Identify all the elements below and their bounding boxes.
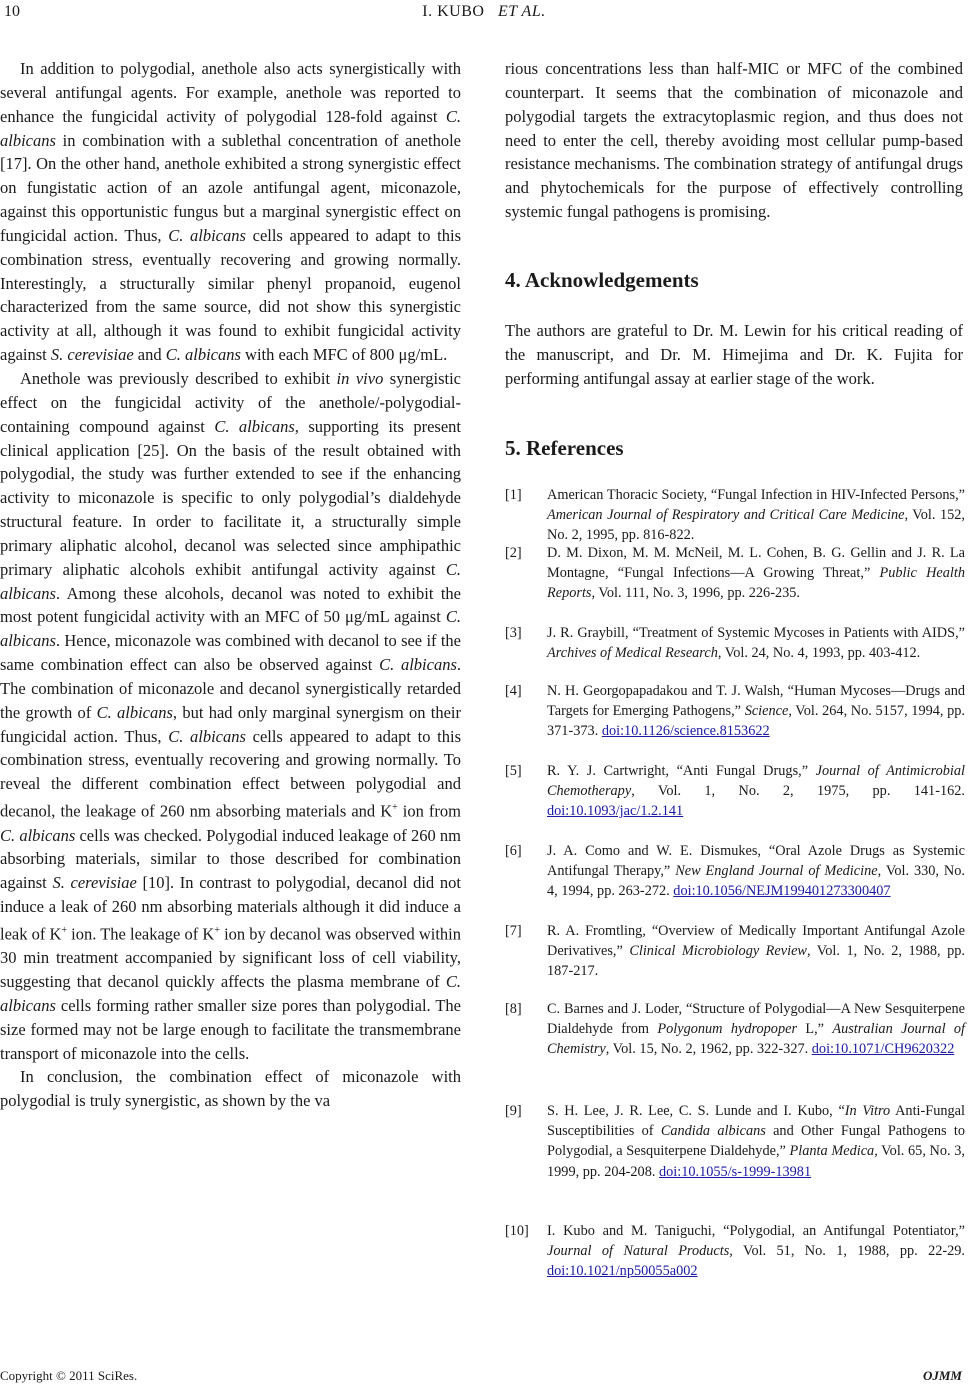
left-column [0, 57, 461, 1113]
reference-item [505, 921, 965, 982]
italic-run: in vivo [336, 368, 384, 388]
italic-run: C. albicans [0, 825, 76, 845]
reference-item [505, 623, 965, 663]
italic-run: C. albicans [96, 702, 173, 722]
text-run: , Vol. 51, No. 1, 1988, pp. 22-29. [729, 1243, 965, 1260]
italic-run: C. albicans [0, 106, 461, 150]
superscript: + [61, 924, 68, 936]
text-run: In addition to polygodial, anethole also acts synergistically with several antifungal agents. For example, anethole was reported to enhance the fungicidal activity of polygodial 128-fold against [0, 59, 461, 126]
text-run: N. H. Georgopapadakou and T. J. Walsh, “Human Mycoses—Drugs and Targets for Emerging Pathogens,” [547, 683, 965, 720]
text-run: I. Kubo and M. Taniguchi, “Polygodial, an Antifungal Potentiator,” [547, 1223, 965, 1239]
italic-run: Clinical Microbiology Review [629, 943, 807, 960]
text-run: and [133, 345, 166, 365]
italic-run: S. cerevisiae [50, 345, 134, 365]
italic-run: American Journal of Respiratory and Critical Care Medicine [547, 507, 905, 524]
italic-run: C. albicans [0, 559, 461, 603]
text-run: [10]. In contrast to polygodial, decanol did not induce a leak of 260 nm absorbing materials although it did induce a leak of K [0, 873, 461, 944]
text-run: R. Y. J. Cartwright, “Anti Fungal Drugs,” [547, 763, 816, 779]
reference-number: [8] [505, 1001, 522, 1017]
reference-item [505, 999, 965, 1060]
acknowledgements-text: The authors are grateful to Dr. M. Lewin for his critical reading of the manuscript, and Dr. M. Himejima and Dr. K. Fujita for performing antifungal assay at earlier stage of the work. [505, 321, 963, 388]
text-run: D. M. Dixon, M. M. McNeil, M. L. Cohen, B. G. Gellin and J. R. La Montagne, “Fungal Infections—A Growing Threat,” [547, 545, 965, 582]
italic-run: Polygonum hydropoper [657, 1021, 798, 1038]
reference-item [505, 681, 965, 742]
text-run: Anethole was previously described to exhibit [20, 368, 337, 388]
right-column [505, 57, 966, 1280]
italic-run: C. albicans [0, 607, 461, 651]
acknowledgements-heading: 4. Acknowledgements [505, 268, 699, 292]
text-run: cells appeared to adapt to this combination stress, eventually recovering and growing normally. To reveal the different combination effect between polygodial and decanol, the leakage of 260 nm absorbing materials and K [0, 726, 462, 821]
text-run: , Vol. 24, No. 4, 1993, pp. 403-412. [717, 645, 921, 662]
footer-copyright: Copyright © 2011 SciRes. [0, 1368, 138, 1383]
italic-run: C. albicans [214, 416, 295, 436]
italic-run: C. albicans [168, 726, 246, 746]
text-run: American Thoracic Society, “Fungal Infection in HIV-Infected Persons,” [547, 487, 965, 503]
text-run: , Vol. 1, No. 2, 1975, pp. 141-162. [631, 783, 965, 800]
text-run: Anti-Fungal Susceptibilities of [547, 1103, 965, 1140]
italic-run: Science [744, 703, 789, 720]
text-run: J. A. Como and W. E. Dismukes, “Oral Azole Drugs as Systemic Antifungal Therapy,” [547, 843, 965, 880]
text-run: ion from [397, 801, 461, 821]
italic-run: S. cerevisiae [52, 873, 137, 893]
text-run: S. H. Lee, J. R. Lee, C. S. Lunde and I. Kubo, “ [547, 1103, 845, 1119]
reference-item [505, 841, 965, 902]
reference-number: [2] [505, 545, 522, 561]
text-run: , but had only marginal synergism on their fungicidal action. Thus, [0, 702, 462, 746]
reference-number: [4] [505, 683, 522, 699]
text-run: cells forming rather smaller size pores than polygodial. The size formed may not be large enough to facilitate the transmembrane transport of miconazole into the cells. [0, 995, 461, 1063]
text-run: ion. The leakage of K [67, 924, 215, 944]
body-paragraph: rious concentrations less than half-MIC or MFC of the combined counterpart. It seems that the combination of miconazole and polygodial targets the extracytoplasmic region, and thus does not need to enter the cell, thereby avoiding most cellular pump-based resistance mechanisms. The combination strategy of antifungal drugs and phytochemicals for the purpose of effectively controlling systemic fungal pathogens is promising. [505, 59, 963, 222]
text-run: in combination with a sublethal concentration of anethole [17]. On the other hand, anethole exhibited a strong synergistic effect on fungistatic action of an azole antifungal agent, miconazole, against this opportunistic fungus but a marginal synergistic effect on fungicidal action. Thus, [0, 130, 461, 245]
reference-number: [7] [505, 923, 522, 939]
italic-run: C. albicans [379, 655, 457, 675]
italic-run: Planta Medica, [789, 1143, 878, 1160]
italic-run: C. albicans [0, 972, 461, 1015]
running-head [0, 3, 968, 21]
reference-item [505, 1101, 965, 1182]
text-run: , Vol. 330, No. 4, 1994, pp. 263-272. [547, 863, 965, 900]
italic-run: Journal of Natural Products [547, 1243, 730, 1260]
body-paragraph [0, 367, 461, 1065]
doi-link[interactable]: doi:10.1056/NEJM199401273300407 [673, 883, 891, 900]
italic-run: C. albicans [165, 345, 241, 365]
doi-link[interactable]: doi:10.1093/jac/1.2.141 [547, 803, 684, 820]
doi-link[interactable]: doi:10.1126/science.8153622 [601, 723, 770, 740]
superscript: + [214, 924, 220, 936]
text-run: , Vol. 264, No. 5157, 1994, pp. 371-373. [547, 703, 965, 740]
text-run: cells appeared to adapt to this combination stress, eventually recovering and growing normally. Interestingly, a structurally similar phenyl propanoid, eugenol characterized from the same source, did not show this synergistic activity at all, although it was found to exhibit fungicidal activity against [0, 225, 462, 365]
italic-run: In Vitro [844, 1103, 891, 1119]
reference-number: [3] [505, 625, 522, 641]
text-run: Vol. 65, No. 3, 1999, pp. 204-208. [547, 1143, 965, 1180]
text-run: , Vol. 1, No. 2, 1988, pp. 187-217. [547, 943, 965, 980]
body-paragraph [0, 57, 461, 367]
reference-item [505, 1221, 965, 1282]
text-run: cells was checked. Polygodial induced leakage of 260 nm absorbing materials, similar to those described for combination against [0, 825, 461, 893]
text-run: . The combination of miconazole and decanol synergistically retarded the growth of [0, 655, 462, 722]
running-head-etal: ET AL. [497, 3, 546, 20]
reference-item [505, 485, 965, 546]
running-head-author: I. KUBO [422, 3, 485, 20]
text-run: J. R. Graybill, “Treatment of Systemic Mycoses in Patients with AIDS,” [547, 625, 965, 641]
reference-number: [9] [505, 1103, 522, 1119]
text-run: ion by decanol was observed within 30 min treatment accompanied by significant loss of cell viability, suggesting that decanol quickly affects the plasma membrane of [0, 924, 461, 992]
footer-journal: OJMM [922, 1368, 962, 1383]
body-paragraph [0, 1065, 461, 1113]
italic-run: Australian Journal of Chemistry [547, 1021, 966, 1058]
doi-link[interactable]: doi:10.1071/CH9620322 [811, 1041, 955, 1058]
italic-run: C. albicans [168, 225, 246, 245]
text-run: L,” [797, 1021, 833, 1038]
doi-link[interactable]: doi:10.1021/np50055a002 [547, 1263, 698, 1280]
text-run: , Vol. 152, No. 2, 1995, pp. 816-822. [547, 507, 965, 544]
text-run: . Among these alcohols, decanol was noted to exhibit the most potent fungicidal activity with an MFC of 50 μg/mL against [0, 583, 461, 627]
italic-run: Archives of Medical Research [547, 645, 718, 662]
reference-number: [1] [505, 487, 522, 503]
italic-run: New England Journal of Medicine [675, 863, 878, 880]
reference-item [505, 543, 965, 604]
text-run: , Vol. 111, No. 3, 1996, pp. 226-235. [591, 585, 800, 602]
reference-number: [6] [505, 843, 522, 859]
reference-number: [10] [505, 1223, 529, 1239]
text-run: and Other Fungal Pathogens to Polygodial, a Sesquiterpene Dialdehyde,” [547, 1123, 965, 1160]
references-heading: 5. References [505, 436, 624, 460]
text-run: C. Barnes and J. Loder, “Structure of Polygodial—A New Sesquiterpene Dialdehyde from [547, 1001, 965, 1038]
italic-run: Candida albicans [660, 1123, 766, 1140]
reference-number: [5] [505, 763, 522, 779]
text-run: , supporting its present clinical application [25]. On the basis of the result obtained with polygodial, the study was further extended to see if the enhancing activity to miconazole is specific to only polygodial’s dialdehyde structural feature. In order to facilitate it, a structurally simple primary aliphatic alcohol, decanol was selected since amphipathic primary aliphatic alcohols exhibit antifungal activity against [0, 416, 461, 579]
text-run: In conclusion, the combination effect of miconazole with polygodial is truly synergistic, as shown by the va [0, 1067, 461, 1111]
superscript: + [392, 802, 398, 814]
text-run: R. A. Fromtling, “Overview of Medically Important Antifungal Azole Derivatives,” [547, 923, 965, 960]
italic-run: Journal of Antimicrobial Chemotherapy [547, 763, 965, 800]
reference-item [505, 761, 965, 822]
doi-link[interactable]: doi:10.1055/s-1999-13981 [659, 1163, 812, 1180]
text-run: with each MFC of 800 μg/mL. [240, 345, 448, 365]
text-run: , Vol. 15, No. 2, 1962, pp. 322-327. [605, 1041, 812, 1058]
text-run: synergistic effect on the fungicidal activity of the anethole/-polygodial-containing compound against [0, 368, 461, 436]
page-number: 10 [4, 3, 20, 20]
italic-run: Public Health Reports [547, 565, 965, 602]
text-run: . Hence, miconazole was combined with decanol to see if the same combination effect can also be observed against [0, 631, 461, 675]
